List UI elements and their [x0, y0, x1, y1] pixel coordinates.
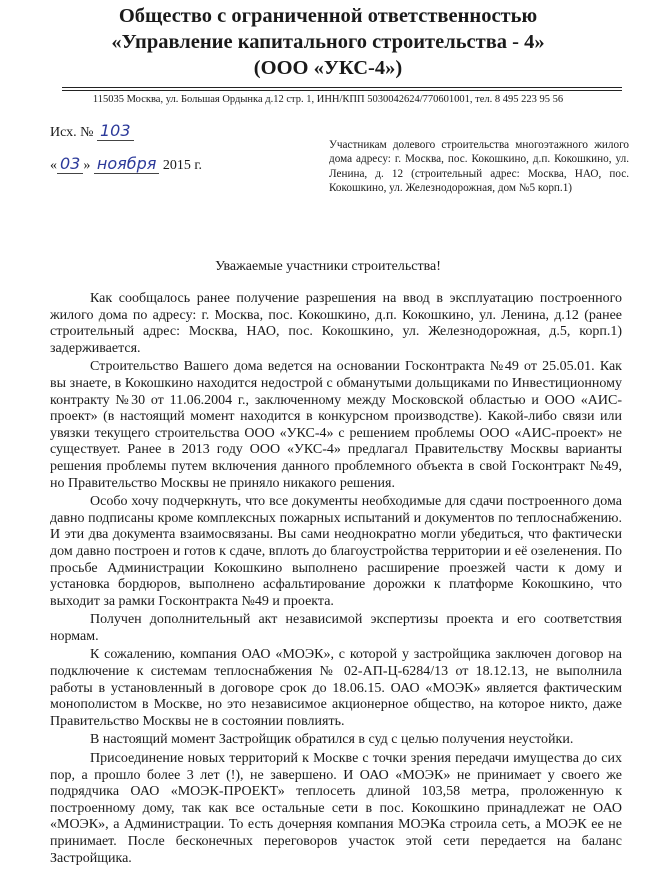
- salutation: Уважаемые участники строительства!: [215, 259, 441, 274]
- company-short-name: (ООО «УКС-4»): [253, 57, 403, 79]
- paragraph-7: Присоединение новых территорий к Москве с точки зрения передачи имущества до сих пор, а прошло более 3 лет (!), не завершено. И ОАО «МОЭК» не принимает у своего же подрядчика ОАО «МОЭК-ПРОЕКТ» теплосеть длиной 103,58 метра, проложенную к построенному дому, так как все остальные сети в пос. Кокошкино принадлежат не ОАО «МОЭК», а Администрации. То есть дочерняя компания МОЭКа строила сеть, а МОЭК ее не принимает. После бесконечных переговоров участок этой сети передается на баланс Застройщика.: [50, 751, 622, 866]
- outgoing-number-value: 103: [97, 121, 134, 141]
- date-day: 03: [57, 154, 83, 174]
- paragraph-1: Как сообщалось ранее получение разрешения на ввод в эксплуатацию построенного жилого дома по адресу: г. Москва, пос. Кокошкино, д.п. Кокошкино, ул. Ленина, д.12 (ранее строительный адрес: Москва, НАО, пос. Кокошкино, ул. Железнодорожная, д.5, корп.1) задерживается.: [50, 291, 622, 356]
- header-rule-bottom: [62, 90, 622, 91]
- paragraph-2: Строительство Вашего дома ведется на основании Госконтракта №49 от 25.05.01. Как вы знаете, в Кокошкино находится недострой с обманутыми дольщиками по Инвестиционному контракту №30 от 11.06.2004 г., заключенному между Московской областью и ООО «АИС-проект» (в настоящий момент находится в конкурсном производстве). Какой-либо связи или увязки текущего строительства ООО «УКС-4» с решением проблемы ООО «АИС-проект» не существует. Ранее в 2013 году ООО «УКС-4» предлагал Правительству Москвы варианты решения проблемы путем включения данного проблемного объекта в свой Госконтракт №49, но Правительство Москвы не приняло никакого решения.: [50, 359, 622, 491]
- addressee-block: Участникам долевого строительства многоэтажного жилого дома адресу: г. Москва, пос. Кокошкино, д.п. Кокошкино, ул. Ленина, д. 12 (строительный адрес: Москва, НАО, пос. Кокошкино, ул. Железнодорожная, дом №5 корп.1): [329, 139, 629, 195]
- date-month: ноября: [94, 154, 160, 174]
- company-name-line-1: Общество с ограниченной ответственностью: [118, 5, 538, 27]
- paragraph-4: Получен дополнительный акт независимой экспертизы проекта и его соответствия нормам.: [50, 612, 622, 644]
- paragraph-6: В настоящий момент Застройщик обратился в суд с целью получения неустойки.: [90, 732, 574, 748]
- company-address: 115035 Москва, ул. Большая Ордынка д.12 стр. 1, ИНН/КПП 5030042624/770601001, тел. 8 495 223 95 56: [92, 94, 564, 105]
- letter-body: [50, 291, 622, 869]
- outgoing-label: Исх. №: [50, 125, 94, 140]
- paragraph-5: К сожалению, компания ОАО «МОЭК», с которой у застройщика заключен договор на подключение к системам теплоснабжения № 02-АП-Ц-6284/13 от 18.12.13, не выполнила работы в установленный в договоре срок до 18.06.15. ОАО «МОЭК» является фактическим монополистом в Москве, но это независимое акционерное общество, на которое никто, даже Правительство Москвы не в состоянии повлиять.: [50, 647, 622, 729]
- date-close-quote: »: [83, 158, 91, 173]
- paragraph-3: Особо хочу подчеркнуть, что все документы необходимые для сдачи построенного дома давно подписаны кроме комплексных пожарных испытаний и документов по теплоснабжению. И эти два документа взаимосвязаны. Вы сами неоднократно могли убедиться, что фактически дом давно построен и готов к сдаче, вплоть до благоустройства территории и её озеленения. По просьбе Администрации Кокошкино выполнено расширение проезжей части к дому и установка бордюров, выполнено асфальтирование дорожки к платформе Кокошкино, что выходит за рамки Госконтракта №49 и проекта.: [50, 494, 622, 609]
- letter-date: [50, 154, 202, 174]
- date-year: 2015 г.: [162, 158, 203, 173]
- outgoing-number: [50, 121, 134, 141]
- header-rule-top: [62, 87, 622, 88]
- company-name-line-2: «Управление капитального строительства - 4»: [111, 31, 545, 53]
- date-open-quote: «: [50, 158, 57, 173]
